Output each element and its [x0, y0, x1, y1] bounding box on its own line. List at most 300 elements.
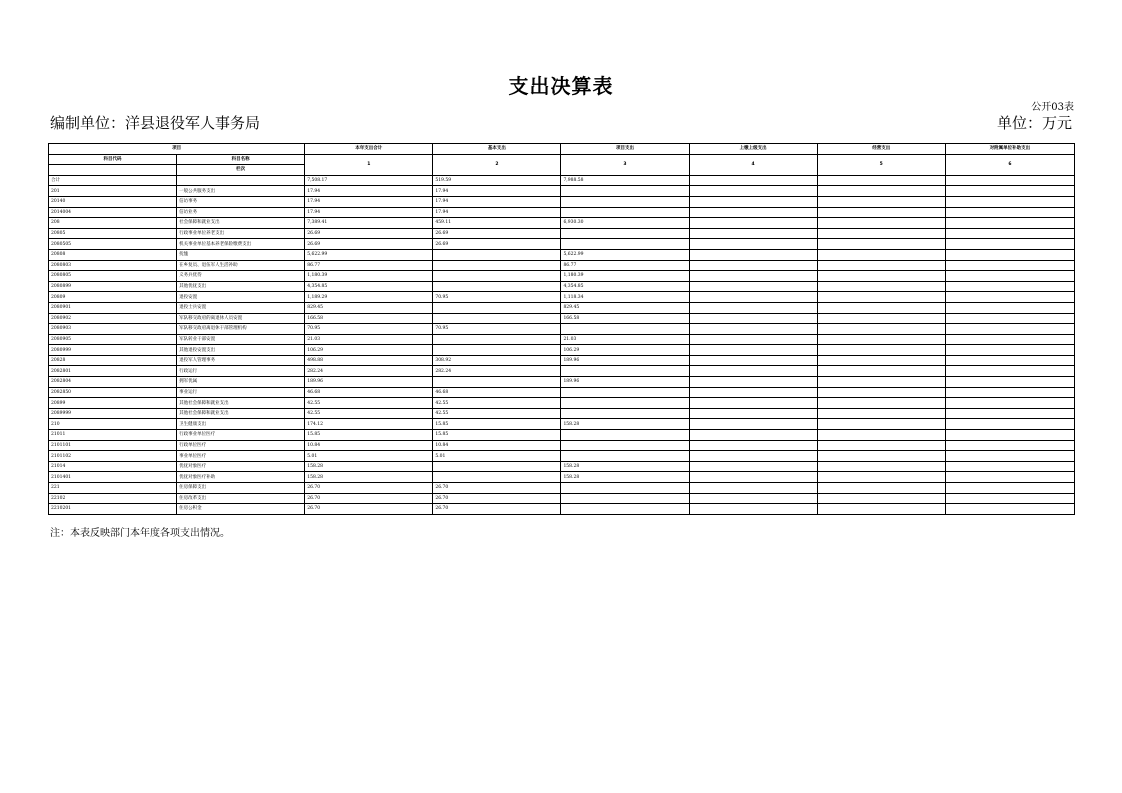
cell-total: 4,354.85: [305, 281, 433, 292]
cell-upper: [689, 228, 817, 239]
cell-upper: [689, 430, 817, 441]
cell-project: [561, 366, 689, 377]
table-row: [49, 292, 1075, 303]
cell-code: 2080905: [49, 334, 177, 345]
cell-code: 20899: [49, 398, 177, 409]
table-body: [49, 175, 1075, 514]
cell-project: 4,354.85: [561, 281, 689, 292]
cell-project: [561, 387, 689, 398]
cell-name: 行政事业单位医疗: [177, 430, 305, 441]
cell-subsidy: [945, 451, 1074, 462]
cell-project: 7,988.58: [561, 175, 689, 186]
cell-total: 1,180.39: [305, 271, 433, 282]
cell-total: 7,508.17: [305, 175, 433, 186]
cell-upper: [689, 218, 817, 229]
cell-subsidy: [945, 239, 1074, 250]
cell-name: 行政事业单位养老支出: [177, 228, 305, 239]
cell-basic: [433, 271, 561, 282]
cell-project: [561, 239, 689, 250]
cell-code: 20809: [49, 292, 177, 303]
cell-code: 2080903: [49, 324, 177, 335]
cell-operating: [817, 281, 945, 292]
cell-operating: [817, 345, 945, 356]
cell-basic: [433, 377, 561, 388]
cell-total: 26.70: [305, 504, 433, 515]
table-row: [49, 366, 1075, 377]
cell-subsidy: [945, 440, 1074, 451]
cell-upper: [689, 398, 817, 409]
cell-name: 退役安置: [177, 292, 305, 303]
cell-code: 2080902: [49, 313, 177, 324]
cell-name: 其他社会保障和就业支出: [177, 398, 305, 409]
cell-total: 17.94: [305, 196, 433, 207]
cell-basic: 5.01: [433, 451, 561, 462]
cell-operating: [817, 451, 945, 462]
cell-basic: [433, 260, 561, 271]
cell-subsidy: [945, 196, 1074, 207]
cell-code: 2080805: [49, 271, 177, 282]
cell-upper: [689, 440, 817, 451]
cell-name: 拥军优属: [177, 377, 305, 388]
cell-name: 信访事务: [177, 196, 305, 207]
cell-total: 42.55: [305, 408, 433, 419]
cell-name: 卫生健康支出: [177, 419, 305, 430]
cell-operating: [817, 313, 945, 324]
header-col-operating: 经营支出: [817, 144, 945, 155]
table-header: [49, 144, 1075, 176]
cell-code: 208: [49, 218, 177, 229]
cell-code: 2082804: [49, 377, 177, 388]
cell-code: 2082801: [49, 366, 177, 377]
cell-code: 20808: [49, 249, 177, 260]
cell-total: 829.45: [305, 302, 433, 313]
cell-project: 1,118.34: [561, 292, 689, 303]
cell-operating: [817, 196, 945, 207]
cell-subsidy: [945, 355, 1074, 366]
table-row: [49, 239, 1075, 250]
cell-project: 166.58: [561, 313, 689, 324]
cell-basic: 308.92: [433, 355, 561, 366]
cell-total: 42.55: [305, 398, 433, 409]
table-row: [49, 440, 1075, 451]
cell-subsidy: [945, 175, 1074, 186]
expenditure-table: [48, 143, 1075, 515]
cell-basic: 70.95: [433, 324, 561, 335]
cell-basic: 17.94: [433, 186, 561, 197]
cell-upper: [689, 493, 817, 504]
cell-subsidy: [945, 218, 1074, 229]
cell-name: 退役士兵安置: [177, 302, 305, 313]
cell-name: 军队移交政府的离退休人员安置: [177, 313, 305, 324]
cell-upper: [689, 387, 817, 398]
cell-upper: [689, 504, 817, 515]
cell-upper: [689, 175, 817, 186]
cell-name: 其他社会保障和就业支出: [177, 408, 305, 419]
cell-subsidy: [945, 366, 1074, 377]
cell-subsidy: [945, 377, 1074, 388]
cell-project: 6,930.30: [561, 218, 689, 229]
cell-basic: 70.95: [433, 292, 561, 303]
cell-code: 210: [49, 419, 177, 430]
cell-code: 221: [49, 483, 177, 494]
cell-code: 2080899: [49, 281, 177, 292]
cell-project: [561, 493, 689, 504]
header-num-5: 5: [817, 154, 945, 175]
cell-project: 86.77: [561, 260, 689, 271]
cell-basic: [433, 334, 561, 345]
cell-operating: [817, 207, 945, 218]
cell-basic: 17.94: [433, 207, 561, 218]
cell-upper: [689, 292, 817, 303]
cell-name: 在乡复员、退伍军人生活补助: [177, 260, 305, 271]
cell-project: [561, 440, 689, 451]
cell-project: [561, 186, 689, 197]
cell-operating: [817, 228, 945, 239]
cell-code: 2101401: [49, 472, 177, 483]
cell-total: 5.01: [305, 451, 433, 462]
cell-code: 22102: [49, 493, 177, 504]
cell-name: 事业单位医疗: [177, 451, 305, 462]
cell-basic: [433, 313, 561, 324]
cell-basic: [433, 249, 561, 260]
cell-subsidy: [945, 313, 1074, 324]
table-row: [49, 196, 1075, 207]
cell-basic: 46.68: [433, 387, 561, 398]
cell-code: 2101101: [49, 440, 177, 451]
cell-basic: 10.84: [433, 440, 561, 451]
cell-code: 2080901: [49, 302, 177, 313]
header-num-6: 6: [945, 154, 1074, 175]
cell-upper: [689, 419, 817, 430]
cell-name: 社会保障和就业支出: [177, 218, 305, 229]
cell-project: [561, 483, 689, 494]
cell-name: 退役军人管理事务: [177, 355, 305, 366]
cell-name: 机关事业单位基本养老保险缴费支出: [177, 239, 305, 250]
cell-name: 住房保障支出: [177, 483, 305, 494]
cell-total: 15.85: [305, 430, 433, 441]
cell-project: 5,622.99: [561, 249, 689, 260]
cell-subsidy: [945, 249, 1074, 260]
cell-total: 158.28: [305, 472, 433, 483]
cell-subsidy: [945, 419, 1074, 430]
cell-total: 21.03: [305, 334, 433, 345]
cell-subsidy: [945, 324, 1074, 335]
cell-project: [561, 324, 689, 335]
cell-upper: [689, 324, 817, 335]
cell-project: [561, 504, 689, 515]
cell-total: 17.94: [305, 207, 433, 218]
cell-total: 1,189.29: [305, 292, 433, 303]
cell-basic: [433, 461, 561, 472]
cell-subsidy: [945, 483, 1074, 494]
cell-name: 其他退役安置支出: [177, 345, 305, 356]
cell-operating: [817, 292, 945, 303]
cell-name: 义务兵优待: [177, 271, 305, 282]
header-item: 项目: [49, 144, 305, 155]
cell-project: [561, 430, 689, 441]
cell-basic: 282.24: [433, 366, 561, 377]
cell-upper: [689, 345, 817, 356]
header-col-upper: 上缴上级支出: [689, 144, 817, 155]
table-row: [49, 345, 1075, 356]
cell-upper: [689, 260, 817, 271]
cell-name: 信访业务: [177, 207, 305, 218]
cell-code: 201: [49, 186, 177, 197]
cell-subsidy: [945, 186, 1074, 197]
cell-total: 70.95: [305, 324, 433, 335]
cell-subsidy: [945, 345, 1074, 356]
cell-name: [177, 175, 305, 186]
cell-subsidy: [945, 292, 1074, 303]
cell-operating: [817, 493, 945, 504]
table-row: [49, 228, 1075, 239]
cell-operating: [817, 175, 945, 186]
cell-project: 829.45: [561, 302, 689, 313]
cell-upper: [689, 461, 817, 472]
cell-code: 2014004: [49, 207, 177, 218]
table-row: [49, 493, 1075, 504]
cell-name: 行政运行: [177, 366, 305, 377]
form-number: 公开03表: [1031, 102, 1074, 113]
cell-basic: 17.94: [433, 196, 561, 207]
cell-code: 20140: [49, 196, 177, 207]
cell-code: 2080999: [49, 345, 177, 356]
cell-basic: 26.70: [433, 493, 561, 504]
cell-project: 158.28: [561, 461, 689, 472]
table-row: [49, 260, 1075, 271]
table-row: [49, 483, 1075, 494]
cell-name: 军队转业干部安置: [177, 334, 305, 345]
cell-name: 住房公积金: [177, 504, 305, 515]
cell-name: 其他优抚支出: [177, 281, 305, 292]
cell-operating: [817, 387, 945, 398]
table-row: [49, 186, 1075, 197]
cell-project: [561, 207, 689, 218]
cell-project: 106.29: [561, 345, 689, 356]
header-col-total: 本年支出合计: [305, 144, 433, 155]
cell-operating: [817, 249, 945, 260]
header-col-subsidy: 对附属单位补助支出: [945, 144, 1074, 155]
header-num-4: 4: [689, 154, 817, 175]
header-num-2: 2: [433, 154, 561, 175]
cell-operating: [817, 472, 945, 483]
cell-operating: [817, 302, 945, 313]
cell-name: 抚恤: [177, 249, 305, 260]
table-row: [49, 334, 1075, 345]
cell-subsidy: [945, 281, 1074, 292]
cell-upper: [689, 239, 817, 250]
cell-code: 21014: [49, 461, 177, 472]
cell-code: 20805: [49, 228, 177, 239]
cell-subsidy: [945, 302, 1074, 313]
page-title: 支出决算表: [508, 74, 614, 98]
cell-operating: [817, 398, 945, 409]
cell-name: 行政单位医疗: [177, 440, 305, 451]
cell-name: 事业运行: [177, 387, 305, 398]
cell-operating: [817, 239, 945, 250]
table-row: [49, 313, 1075, 324]
table-row: [49, 271, 1075, 282]
cell-code: 2080505: [49, 239, 177, 250]
cell-subsidy: [945, 430, 1074, 441]
table-row: [49, 207, 1075, 218]
header-num-1: 1: [305, 154, 433, 175]
cell-project: [561, 408, 689, 419]
cell-basic: 42.55: [433, 408, 561, 419]
cell-upper: [689, 451, 817, 462]
cell-upper: [689, 334, 817, 345]
cell-code: 2210201: [49, 504, 177, 515]
cell-operating: [817, 377, 945, 388]
table-row: [49, 387, 1075, 398]
cell-code: 2101102: [49, 451, 177, 462]
cell-name: 住房改革支出: [177, 493, 305, 504]
header-code: 科目代码: [49, 154, 177, 165]
table-row: [49, 419, 1075, 430]
table-row: [49, 398, 1075, 409]
cell-operating: [817, 186, 945, 197]
cell-basic: 15.85: [433, 430, 561, 441]
cell-subsidy: [945, 408, 1074, 419]
cell-project: [561, 451, 689, 462]
cell-upper: [689, 483, 817, 494]
reporting-unit: 编制单位：洋县退役军人事务局: [50, 114, 261, 132]
cell-operating: [817, 461, 945, 472]
cell-upper: [689, 377, 817, 388]
cell-total: 5,622.99: [305, 249, 433, 260]
cell-name: 优抚对象医疗补助: [177, 472, 305, 483]
table-row: [49, 281, 1075, 292]
table-row: [49, 249, 1075, 260]
cell-total: 26.69: [305, 228, 433, 239]
table-row: [49, 175, 1075, 186]
cell-operating: [817, 430, 945, 441]
cell-upper: [689, 271, 817, 282]
header-col-project: 项目支出: [561, 144, 689, 155]
cell-basic: 42.55: [433, 398, 561, 409]
cell-total: 46.68: [305, 387, 433, 398]
header-rank: 栏次: [177, 165, 305, 176]
cell-basic: [433, 345, 561, 356]
cell-total: 17.94: [305, 186, 433, 197]
table-row: [49, 355, 1075, 366]
cell-subsidy: [945, 504, 1074, 515]
cell-basic: 26.70: [433, 483, 561, 494]
cell-total: 166.58: [305, 313, 433, 324]
cell-operating: [817, 408, 945, 419]
cell-subsidy: [945, 387, 1074, 398]
cell-code: 20828: [49, 355, 177, 366]
cell-total: 86.77: [305, 260, 433, 271]
cell-basic: 519.59: [433, 175, 561, 186]
cell-total: 498.88: [305, 355, 433, 366]
table-row: [49, 408, 1075, 419]
cell-operating: [817, 440, 945, 451]
cell-upper: [689, 196, 817, 207]
cell-project: 158.28: [561, 472, 689, 483]
cell-upper: [689, 472, 817, 483]
cell-project: [561, 398, 689, 409]
table-row: [49, 324, 1075, 335]
cell-subsidy: [945, 207, 1074, 218]
table-row: [49, 461, 1075, 472]
cell-total: 106.29: [305, 345, 433, 356]
cell-total: 26.69: [305, 239, 433, 250]
cell-upper: [689, 207, 817, 218]
cell-basic: 15.85: [433, 419, 561, 430]
currency-unit: 单位：万元: [996, 114, 1072, 132]
cell-operating: [817, 366, 945, 377]
cell-total: 158.28: [305, 461, 433, 472]
cell-upper: [689, 355, 817, 366]
cell-basic: [433, 302, 561, 313]
cell-upper: [689, 302, 817, 313]
cell-operating: [817, 419, 945, 430]
footnote: 注：本表反映部门本年度各项支出情况。: [50, 528, 230, 539]
cell-total: 10.84: [305, 440, 433, 451]
cell-upper: [689, 186, 817, 197]
cell-upper: [689, 366, 817, 377]
table-row: [49, 302, 1075, 313]
cell-subsidy: [945, 228, 1074, 239]
cell-project: 1,180.39: [561, 271, 689, 282]
cell-total: 26.70: [305, 483, 433, 494]
cell-upper: [689, 281, 817, 292]
cell-basic: 459.11: [433, 218, 561, 229]
cell-basic: [433, 472, 561, 483]
cell-total: 282.24: [305, 366, 433, 377]
cell-project: [561, 196, 689, 207]
cell-operating: [817, 218, 945, 229]
cell-operating: [817, 324, 945, 335]
cell-upper: [689, 249, 817, 260]
table-row: [49, 430, 1075, 441]
header-code-blank: [49, 165, 177, 176]
cell-code: 2082850: [49, 387, 177, 398]
table-row: [49, 377, 1075, 388]
cell-name: 一般公共服务支出: [177, 186, 305, 197]
cell-project: 189.96: [561, 355, 689, 366]
cell-total: 174.12: [305, 419, 433, 430]
cell-operating: [817, 483, 945, 494]
cell-total: 7,389.41: [305, 218, 433, 229]
cell-basic: [433, 281, 561, 292]
table-row: [49, 472, 1075, 483]
header-num-3: 3: [561, 154, 689, 175]
table-row: [49, 451, 1075, 462]
cell-basic: 26.69: [433, 228, 561, 239]
cell-subsidy: [945, 271, 1074, 282]
cell-code: 2080803: [49, 260, 177, 271]
cell-upper: [689, 313, 817, 324]
cell-basic: 26.70: [433, 504, 561, 515]
cell-subsidy: [945, 461, 1074, 472]
cell-total: 189.96: [305, 377, 433, 388]
table-row: [49, 504, 1075, 515]
cell-operating: [817, 334, 945, 345]
cell-subsidy: [945, 260, 1074, 271]
cell-name: 优抚对象医疗: [177, 461, 305, 472]
table-row: [49, 218, 1075, 229]
cell-code: 合计: [49, 175, 177, 186]
cell-name: 军队移交政府离退休干部管理机构: [177, 324, 305, 335]
cell-code: 2089999: [49, 408, 177, 419]
header-col-basic: 基本支出: [433, 144, 561, 155]
cell-project: 189.96: [561, 377, 689, 388]
cell-subsidy: [945, 398, 1074, 409]
cell-subsidy: [945, 493, 1074, 504]
cell-code: 21011: [49, 430, 177, 441]
